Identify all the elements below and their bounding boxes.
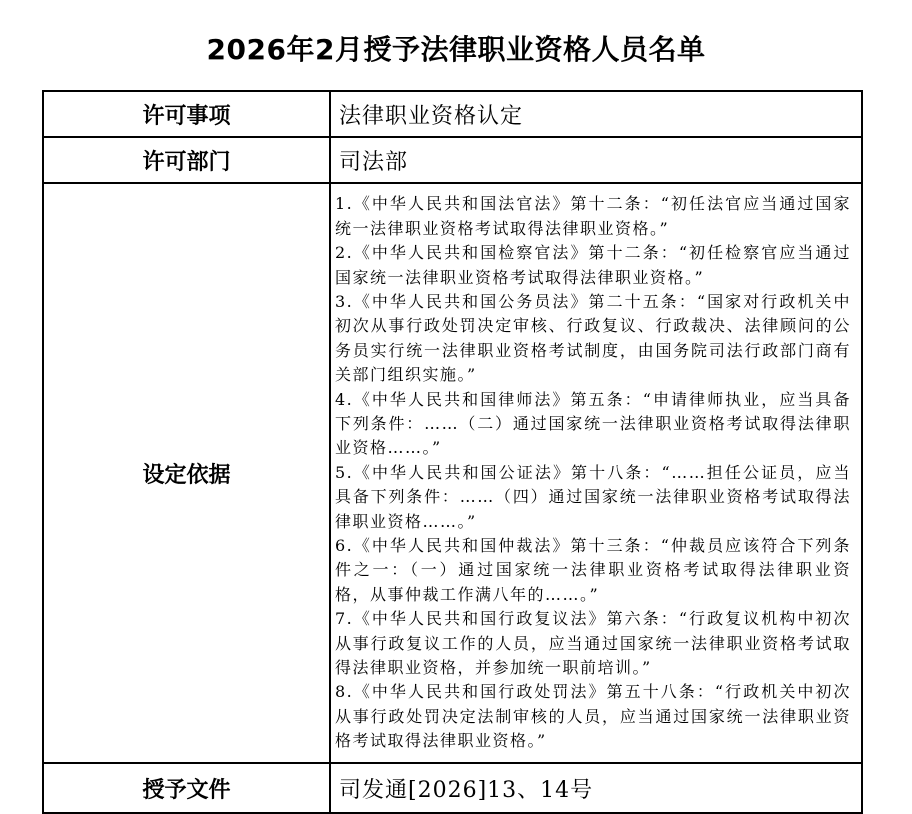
table-row — [43, 137, 862, 183]
legal-basis-item: 3.《中华人民共和国公务员法》第二十五条：“国家对行政机关中初次从事行政处罚决定审核、行政复议、行政裁决、法律顾问的公务员实行统一法律职业资格考试制度，由国务院司法行政部门商有关部门组织实施。” — [335, 291, 851, 385]
row-label-permit-department: 许可部门 — [43, 137, 330, 183]
legal-basis-item: 4.《中华人民共和国律师法》第五条：“申请律师执业，应当具备下列条件：……（二）通过国家统一法律职业资格考试取得法律职业资格……。” — [335, 389, 851, 458]
table-row — [43, 91, 862, 137]
legal-basis-item: 1.《中华人民共和国法官法》第十二条：“初任法官应当通过国家统一法律职业资格考试取得法律职业资格。” — [335, 194, 851, 238]
row-label-legal-basis: 设定依据 — [43, 183, 330, 763]
legal-basis-item: 6.《中华人民共和国仲裁法》第十三条：“仲裁员应该符合下列条件之一：（一）通过国家统一法律职业资格考试取得法律职业资格，从事仲裁工作满八年的……。” — [335, 536, 851, 604]
legal-basis-item: 8.《中华人民共和国行政处罚法》第五十八条：“行政机关中初次从事行政处罚决定法制审核的人员，应当通过国家统一法律职业资格考试取得法律职业资格。” — [335, 682, 851, 751]
legal-basis-item: 5.《中华人民共和国公证法》第十八条：“……担任公证员，应当具备下列条件：……（四）通过国家统一法律职业资格考试取得法律职业资格……。” — [335, 462, 851, 531]
row-value-permit-department: 司法部 — [330, 137, 862, 183]
row-value-grant-document: 司发通[2026]13、14号 — [330, 763, 862, 813]
permit-info-table — [42, 90, 863, 814]
legal-basis-item: 7.《中华人民共和国行政复议法》第六条：“行政复议机构中初次从事行政复议工作的人员，应当通过国家统一法律职业资格考试取得法律职业资格，并参加统一职前培训。” — [335, 609, 851, 678]
row-value-permit-item: 法律职业资格认定 — [330, 91, 862, 137]
table-row — [43, 763, 862, 813]
row-label-grant-document: 授予文件 — [43, 763, 330, 813]
legal-basis-item: 2.《中华人民共和国检察官法》第十二条：“初任检察官应当通过国家统一法律职业资格考试取得法律职业资格。” — [335, 243, 851, 287]
table-row — [43, 183, 862, 763]
legal-basis-list — [330, 183, 862, 763]
row-label-permit-item: 许可事项 — [43, 91, 330, 137]
page-title: 2026年2月授予法律职业资格人员名单 — [206, 33, 706, 66]
